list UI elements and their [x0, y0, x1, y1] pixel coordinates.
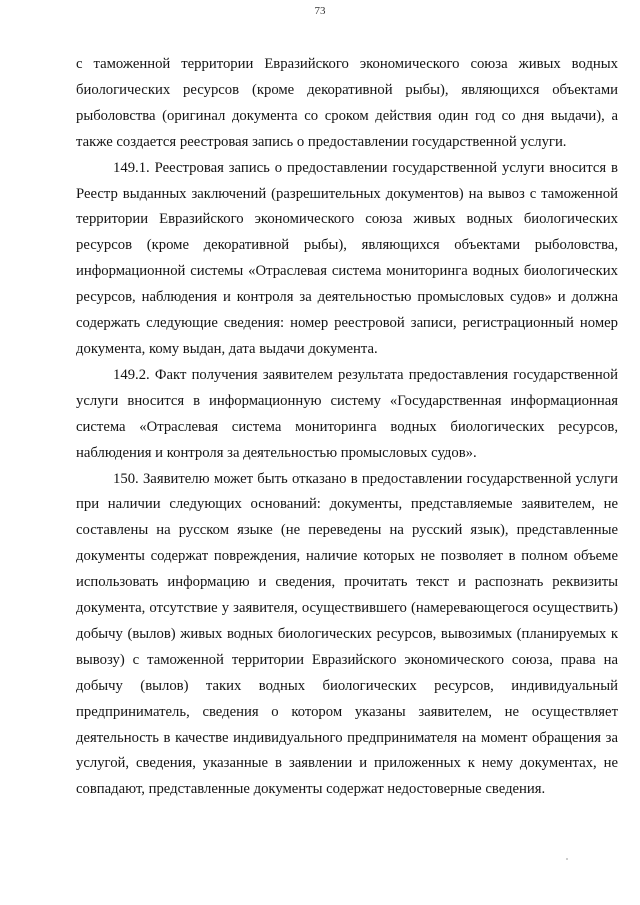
document-body — [76, 52, 618, 803]
scan-speck — [566, 858, 568, 860]
paragraph-intro: с таможенной территории Евразийского экономического союза живых водных биологических ресурсов (кроме декоративной рыбы), являющихся объектами рыболовства (оригинал документа со сроком действия один год со дня выдачи), а также создается реестровая запись о предоставлении государственной услуги. — [76, 56, 618, 150]
page-number: 73 — [314, 5, 326, 17]
paragraph-149-2: 149.2. Факт получения заявителем результата предоставления государственной услуги вносится в информационную систему «Государственная информационная система «Отраслевая система мониторинга водных биологических ресурсов, наблюдения и контроля за деятельностью промысловых судов». — [76, 366, 618, 461]
paragraph-150: 150. Заявителю может быть отказано в предоставлении государственной услуги при наличии следующих оснований: документы, представляемые заявителем, не составлены на русском языке (не переведены на русский язык), представленные документы содержат повреждения, наличие которых не позволяет в полном объеме использовать информацию и сведения, прочитать текст и распознать реквизиты документа, отсутствие у заявителя, осуществившего (намеревающегося осуществить) добычу (вылов) живых водных биологических ресурсов, вывозимых (планируемых к вывозу) с таможенной территории Евразийского экономического союза, права на добычу (вылов) таких водных биологических ресурсов, индивидуальный предприниматель, сведения о котором указаны заявителем, не осуществляет деятельность в качестве индивидуального предпринимателя на момент обращения за услугой, сведения, указанные в заявлении и приложенных к нему документах, не совпадают, представленные документы содержат недостоверные сведения. — [76, 470, 618, 798]
paragraph-149-1: 149.1. Реестровая запись о предоставлении государственной услуги вносится в Реестр выданных заключений (разрешительных документов) на вывоз с таможенной территории Евразийского экономического союза живых водных биологических ресурсов (кроме декоративной рыбы), являющихся объектами рыболовства, информационной системы «Отраслевая система мониторинга водных биологических ресурсов, наблюдения и контроля за деятельностью промысловых судов» и должна содержать следующие сведения: номер реестровой записи, регистрационный номер документа, кому выдан, дата выдачи документа. — [76, 159, 618, 357]
